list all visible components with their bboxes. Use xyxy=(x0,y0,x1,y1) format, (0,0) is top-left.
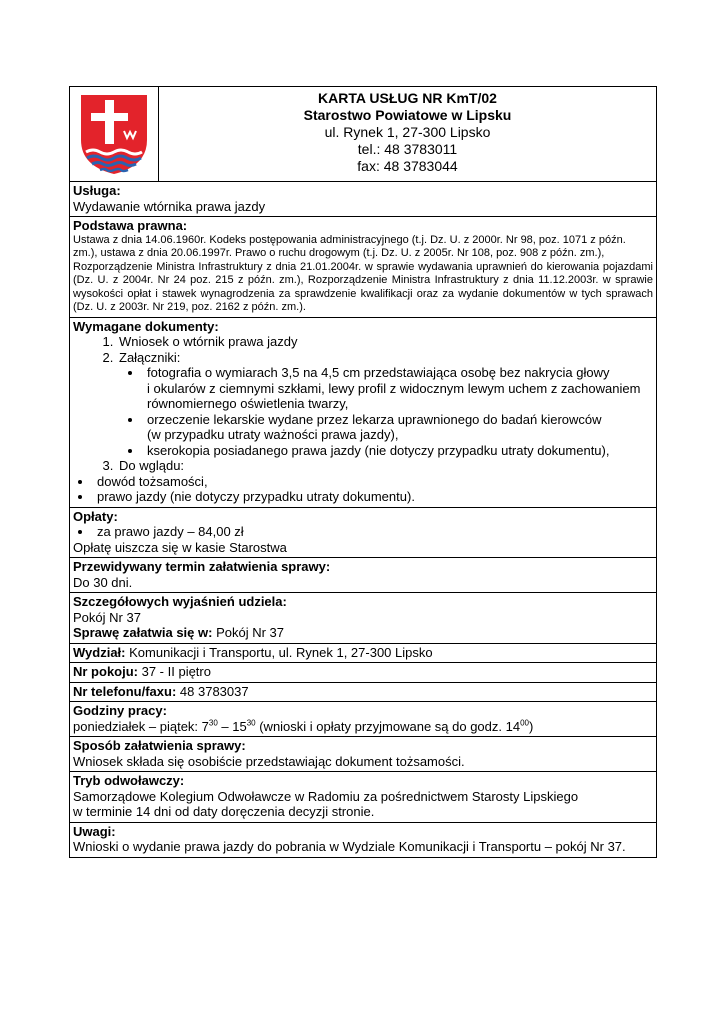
handled-in-label: Sprawę załatwia się w: xyxy=(73,625,213,640)
phone-value: 48 3783037 xyxy=(176,683,249,699)
section-contact xyxy=(70,592,656,643)
contact-value: Pokój Nr 37 xyxy=(73,609,141,625)
attachment-medical-line-1: orzeczenie lekarskie wydane przez lekarza uprawnionego do badań kierowców xyxy=(147,411,602,427)
card-title: KARTA USŁUG NR KmT/02 xyxy=(318,90,497,106)
section-legal-basis xyxy=(70,216,656,317)
section-fees xyxy=(70,507,656,558)
deadline-value: Do 30 dni. xyxy=(73,574,133,590)
legal-basis-text-1: Ustawa z dnia 14.06.1960r. Kodeks postępowania administracyjnego (t.j. Dz. U. z 2000r. Nr 98, poz. 1071 z późn. zm.), ustawa z dnia 20.06.1997r. Prawo o ruchu drogowym (t.j. Dz. U. z 2005r. Nr 108, poz. 908 z późn. zm.), xyxy=(73,233,626,259)
handled-in xyxy=(73,625,653,641)
office-fax: fax: 48 3783044 xyxy=(357,158,458,174)
section-method xyxy=(70,736,656,771)
legal-basis-label: Podstawa prawna: xyxy=(73,218,188,233)
deadline-label: Przewidywany termin załatwienia sprawy: xyxy=(73,559,331,574)
hours-end-minutes: 30 xyxy=(246,718,256,728)
hours-note: (wnioski i opłaty przyjmowane są do godz. 14 xyxy=(255,718,521,734)
section-service xyxy=(70,181,656,216)
section-required-documents xyxy=(70,317,656,507)
office-phone: tel.: 48 3783011 xyxy=(357,141,458,157)
fees-label: Opłaty: xyxy=(73,508,118,524)
department-label: Wydział: xyxy=(73,644,126,660)
section-phone xyxy=(70,682,656,702)
handled-in-value: Pokój Nr 37 xyxy=(212,625,284,640)
header-text xyxy=(159,87,656,181)
hours-days: poniedziałek – piątek: 7 xyxy=(73,718,209,734)
attachment-photo-line-1: fotografia o wymiarach 3,5 na 4,5 cm przedstawiająca osobę bez nakrycia głowy xyxy=(147,365,610,380)
attachments-label: Załączniki: xyxy=(119,349,181,365)
coat-of-arms-icon xyxy=(78,92,150,176)
hours-close: ) xyxy=(528,718,534,734)
section-notes xyxy=(70,822,656,857)
list-item: • kserokopia posiadanego prawa jazdy (nie dotyczy przypadku utraty dokumentu), xyxy=(143,443,653,459)
notes-label: Uwagi: xyxy=(73,823,116,839)
appeal-line-1: Samorządowe Kolegium Odwoławcze w Radomiu za pośrednictwem Starosty Lipskiego xyxy=(73,788,579,804)
department-value: Komunikacji i Transportu, ul. Rynek 1, 27-300 Lipsko xyxy=(125,644,433,660)
card-header xyxy=(70,87,656,181)
method-value: Wniosek składa się osobiście przedstawiając dokument tożsamości. xyxy=(73,753,465,769)
service-value: Wydawanie wtórnika prawa jazdy xyxy=(73,198,266,214)
section-appeal xyxy=(70,771,656,822)
contact-label: Szczegółowych wyjaśnień udziela: xyxy=(73,594,287,609)
fees-list xyxy=(73,524,653,540)
attachments-list xyxy=(119,365,653,458)
appeal-line-2: w terminie 14 dni od daty doręczenia decyzji stronie. xyxy=(73,804,375,819)
list-item: 3. Do wglądu: xyxy=(117,458,653,474)
list-item: • dowód tożsamości, xyxy=(93,474,653,490)
appeal-label: Tryb odwoławczy: xyxy=(73,773,185,788)
method-label: Sposób załatwienia sprawy: xyxy=(73,738,246,753)
hours-end: – 15 xyxy=(217,718,247,734)
legal-basis-text-2: Rozporządzenie Ministra Infrastruktury z dnia 21.01.2004r. w sprawie wydawania uprawnień do kierowania pojazdami (Dz. U. z 2004r. Nr 24 poz. 215 z późn. zm.), Rozporządzenie Ministra Infrastruktury z dnia 11.12.2003r. w sprawie wysokości opłat i stawek wynagrodzenia za sprawdzenie kwalifikacji oraz za wydanie dokumentów w tych sprawach (Dz. U. z 2003r. Nr 219, poz. 2162 z późn. zm.). xyxy=(73,260,653,313)
office-address: ul. Rynek 1, 27-300 Lipsko xyxy=(324,124,491,140)
notes-value: Wnioski o wydanie prawa jazdy do pobrania w Wydziale Komunikacji i Transportu – pokój Nr 37. xyxy=(73,839,626,854)
hours-note-minutes: 00 xyxy=(520,718,529,728)
room-value: 37 - II piętro xyxy=(138,664,211,679)
fees-note: Opłatę uiszcza się w kasie Starostwa xyxy=(73,539,287,555)
office-name: Starostwo Powiatowe w Lipsku xyxy=(303,107,512,123)
room-label: Nr pokoju: xyxy=(73,664,138,679)
section-department xyxy=(70,643,656,663)
list-item xyxy=(143,412,653,443)
phone-label: Nr telefonu/faxu: xyxy=(73,683,177,699)
list-item: • za prawo jazdy – 84,00 zł xyxy=(93,524,653,540)
list-item xyxy=(117,350,653,459)
attachment-medical-line-2: (w przypadku utraty ważności prawa jazdy), xyxy=(147,427,399,442)
list-item: • prawo jazdy (nie dotyczy przypadku utraty dokumentu). xyxy=(93,489,653,505)
documents-label: Wymagane dokumenty: xyxy=(73,318,219,334)
attachment-photo-line-2: i okularów z ciemnymi szkłami, lewy profil z widocznym lewym uchem z zachowaniem xyxy=(147,380,641,396)
service-card xyxy=(69,86,657,858)
documents-list xyxy=(73,334,653,474)
list-item xyxy=(143,365,653,412)
view-documents-list xyxy=(73,474,653,505)
hours-value xyxy=(73,719,653,735)
attachment-photo-line-3: równomiernego oświetlenia twarzy, xyxy=(147,396,349,411)
list-item: 1. Wniosek o wtórnik prawa jazdy xyxy=(117,334,653,350)
hours-start-minutes: 30 xyxy=(208,718,218,728)
section-hours xyxy=(70,701,656,736)
section-room xyxy=(70,662,656,682)
service-label: Usługa: xyxy=(73,183,121,198)
coat-of-arms-cell xyxy=(70,87,159,181)
section-deadline xyxy=(70,557,656,592)
hours-label: Godziny pracy: xyxy=(73,703,167,718)
